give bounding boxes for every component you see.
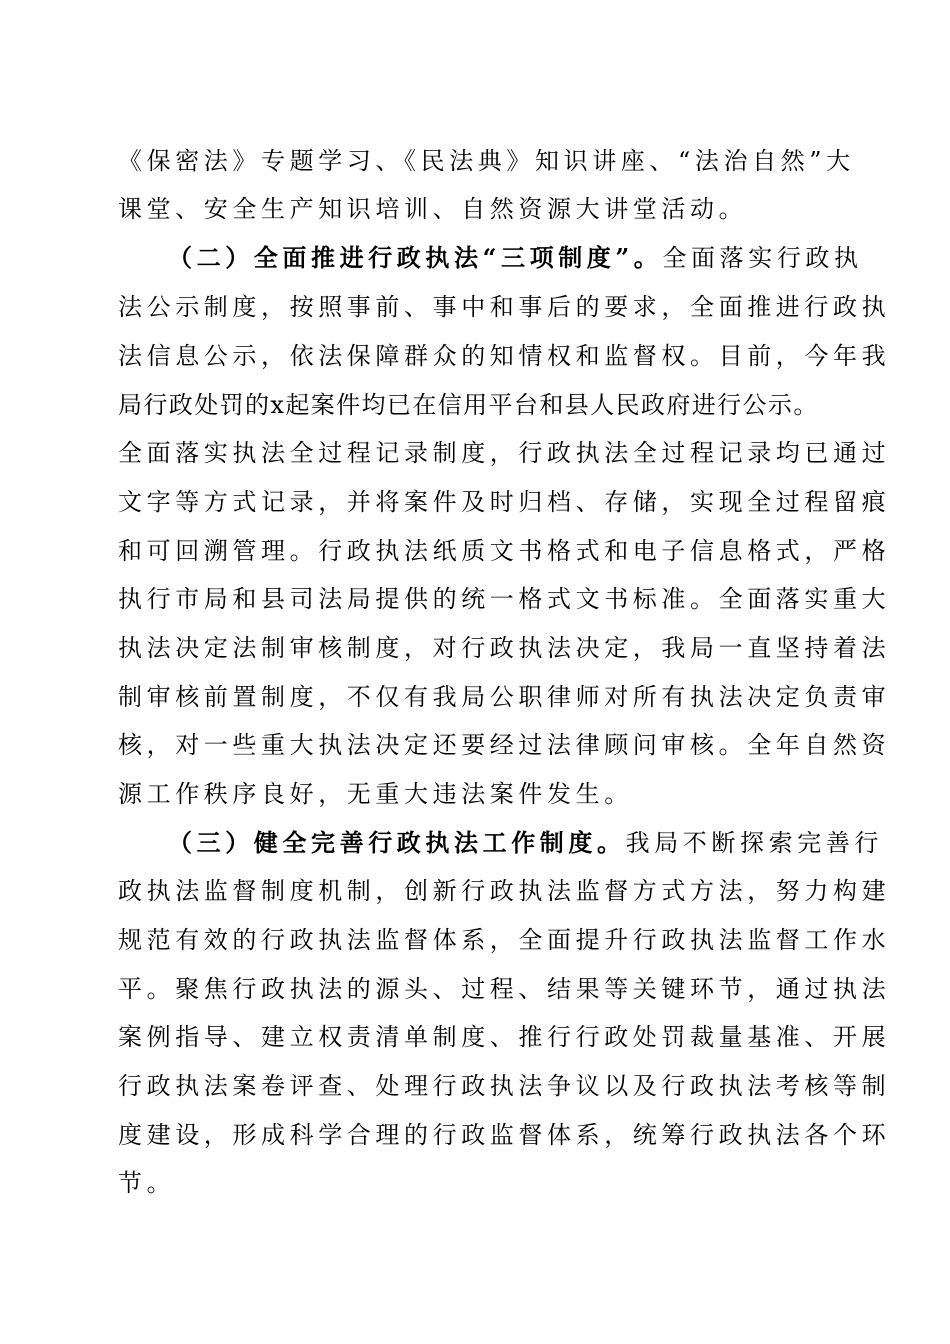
text-line: 执行市局和县司法局提供的统一格式文书标准。全面落实重大 — [118, 585, 891, 613]
text-line: 源工作秩序良好，无重大违法案件发生。 — [118, 780, 633, 808]
text-line: 法信息公示，依法保障群众的知情权和监督权。目前，今年我 — [118, 342, 891, 370]
text-line: 行政执法案卷评查、处理行政执法争议以及行政执法考核等制 — [118, 1072, 891, 1100]
text-line: 核，对一些重大执法决定还要经过法律顾问审核。全年自然资 — [118, 731, 891, 759]
text-line: 全面落实执法全过程记录制度，行政执法全过程记录均已通过 — [118, 439, 891, 467]
section-heading-2: （二）全面推进行政执法“三项制度”。 — [168, 243, 663, 272]
text-line: 和可回溯管理。行政执法纸质文书格式和电子信息格式，严格 — [118, 537, 891, 565]
text-line: 规范有效的行政执法监督体系，全面提升行政执法监督工作水 — [118, 926, 891, 954]
section-heading-line — [168, 828, 883, 858]
text-line: 课堂、安全生产知识培训、自然资源大讲堂活动。 — [118, 195, 748, 223]
text-line: 节。 — [118, 1169, 176, 1197]
section-heading-line — [168, 243, 863, 273]
text-line: 平。聚焦行政执法的源头、过程、结果等关键环节，通过执法 — [118, 975, 891, 1003]
text-line: 《保密法》专题学习、《民法典》知识讲座、“法治自然”大 — [118, 147, 855, 175]
text-span: 我局不断探索完善行 — [625, 829, 884, 857]
text-line: 度建设，形成科学合理的行政监督体系，统筹行政执法各个环 — [118, 1121, 891, 1149]
text-line: 制审核前置制度，不仅有我局公职律师对所有执法决定负责审 — [118, 683, 891, 711]
text-line: 执法决定法制审核制度，对行政执法决定，我局一直坚持着法 — [118, 634, 891, 662]
text-line: 政执法监督制度机制，创新行政执法监督方式方法，努力构建 — [118, 877, 891, 905]
text-span: 全面落实行政执 — [662, 244, 863, 272]
text-line: 局行政处罚的x起案件均已在信用平台和县人民政府进行公示。 — [118, 391, 819, 419]
text-line: 案例指导、建立权责清单制度、推行行政处罚裁量基准、开展 — [118, 1023, 891, 1051]
text-line: 文字等方式记录，并将案件及时归档、存储，实现全过程留痕 — [118, 488, 891, 516]
section-heading-3: （三）健全完善行政执法工作制度。 — [168, 828, 626, 857]
text-line: 法公示制度，按照事前、事中和事后的要求，全面推进行政执 — [118, 293, 891, 321]
